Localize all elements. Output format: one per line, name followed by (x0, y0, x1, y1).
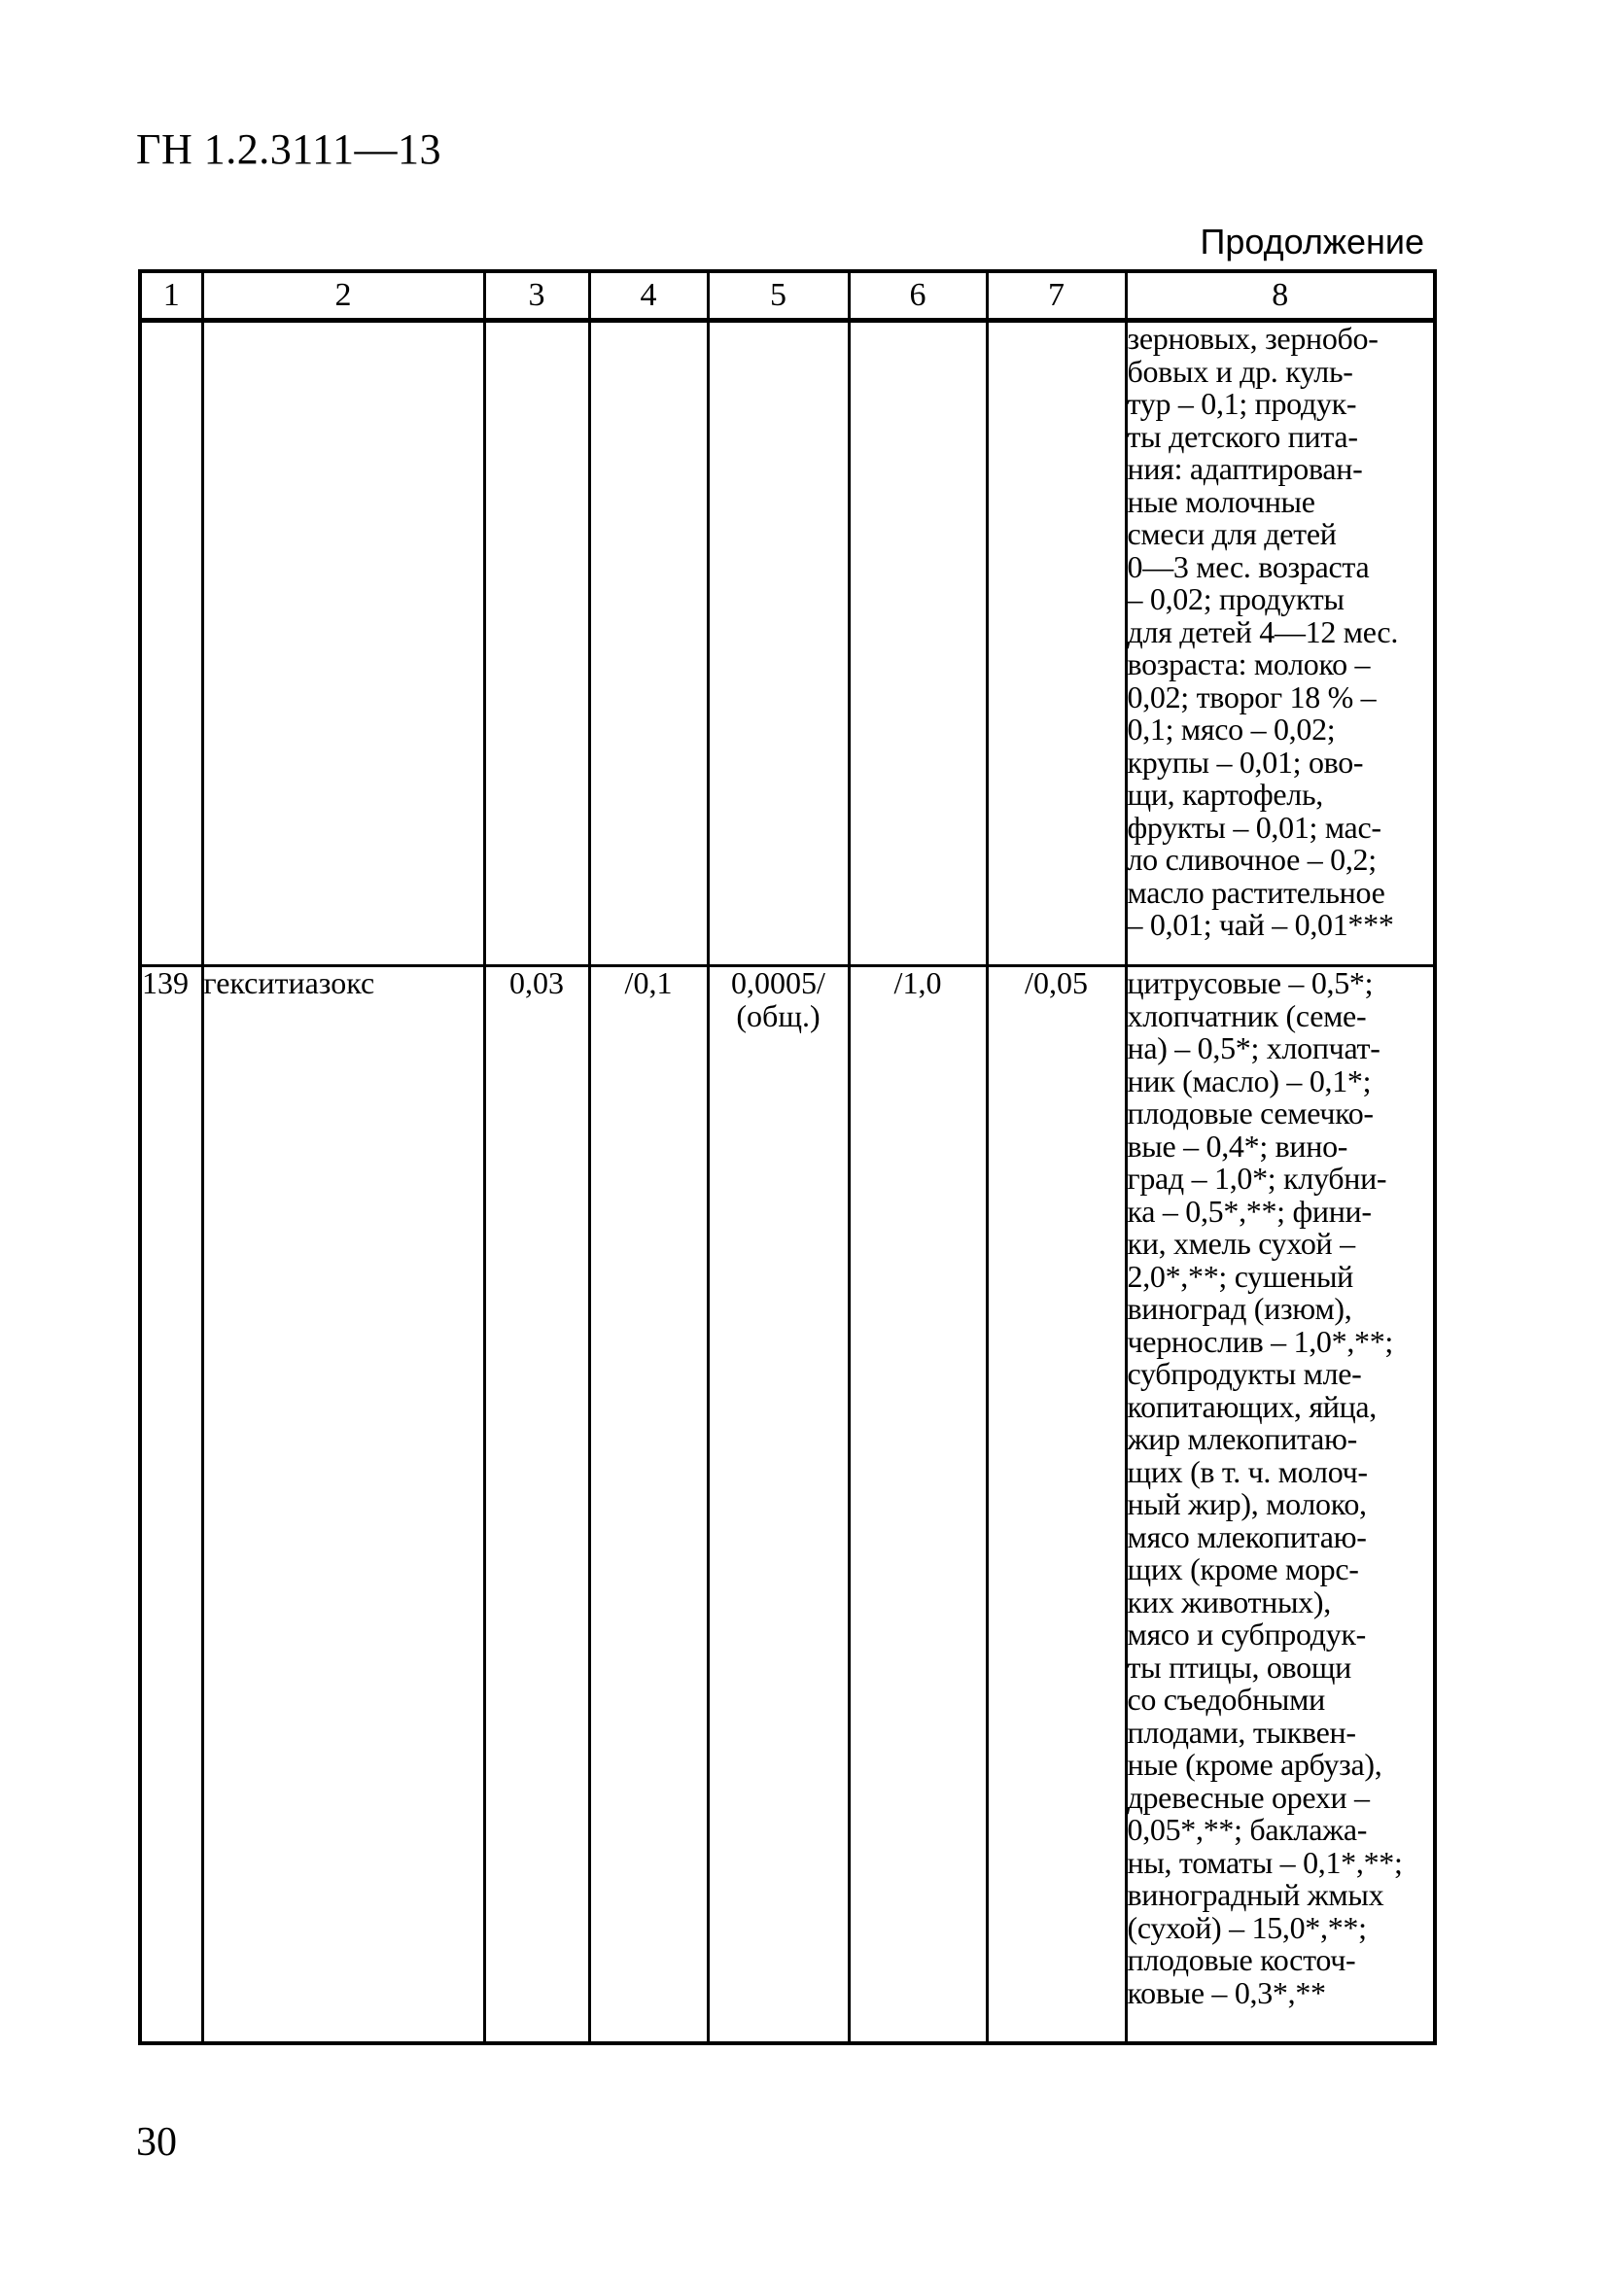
substance-name-cell: гекситиазокс (202, 966, 484, 2044)
note-line: плодами, тыквен- (1127, 1714, 1356, 1750)
note-line: плодовые косточ- (1127, 1942, 1356, 1977)
column-header: 7 (987, 271, 1126, 321)
column-header: 3 (484, 271, 589, 321)
note-line: щи, картофель, (1127, 777, 1323, 812)
table-row (140, 966, 1435, 2044)
note-line: щих (в т. ч. молоч- (1127, 1453, 1368, 1489)
note-line: копитающих, яйца, (1127, 1388, 1377, 1424)
note-line: смеси для детей (1127, 516, 1337, 551)
note-line: ный жир), молоко, (1127, 1486, 1367, 1521)
value-cell (849, 321, 987, 966)
column-header: 4 (589, 271, 708, 321)
note-line: древесные орехи – (1127, 1779, 1370, 1815)
note-line: ны, томаты – 0,1*,**; (1127, 1844, 1403, 1880)
note-line: ки, хмель сухой – (1127, 1226, 1355, 1261)
value-cell (708, 321, 849, 966)
note-line: град – 1,0*; клубни- (1127, 1161, 1387, 1196)
note-line: фрукты – 0,01; мас- (1127, 809, 1381, 845)
note-line: со съедобными (1127, 1682, 1325, 1717)
note-line: бовых и др. куль- (1127, 353, 1353, 389)
value-cell (484, 321, 589, 966)
note-line: зерновых, зернобо- (1127, 321, 1379, 356)
notes-cell (1126, 966, 1435, 2044)
note-line: – 0,01; чай – 0,01*** (1127, 907, 1394, 942)
note-line: ния: адаптирован- (1127, 451, 1363, 486)
continuation-label: Продолжение (1200, 222, 1424, 261)
note-line: ка – 0,5*,**; фини- (1127, 1193, 1372, 1229)
note-line: чернослив – 1,0*,**; (1127, 1323, 1394, 1359)
note-line: масло растительное (1127, 874, 1385, 910)
substance-name-cell (202, 321, 484, 966)
note-line: мясо и субпродук- (1127, 1617, 1367, 1652)
note-line: 0,05*,**; баклажа- (1127, 1812, 1368, 1847)
row-number-cell: 139 (140, 966, 202, 2044)
note-line: мясо млекопитаю- (1127, 1518, 1367, 1554)
norms-table (138, 269, 1437, 2045)
note-line: вые – 0,4*; вино- (1127, 1128, 1348, 1164)
value-cell (589, 321, 708, 966)
note-line: на) – 0,5*; хлопчат- (1127, 1030, 1380, 1065)
note-line: виноград (изюм), (1127, 1291, 1352, 1326)
note-line: 0—3 мес. возраста (1127, 548, 1370, 584)
row-number-cell (140, 321, 202, 966)
note-line: ких животных), (1127, 1583, 1331, 1619)
note-line: – 0,02; продукты (1127, 581, 1345, 616)
note-line: ты детского пита- (1127, 418, 1358, 454)
value-cell: /1,0 (849, 966, 987, 2044)
column-header: 6 (849, 271, 987, 321)
page-number: 30 (136, 2120, 177, 2165)
value-cell: /0,05 (987, 966, 1126, 2044)
note-line: 0,1; мясо – 0,02; (1127, 712, 1336, 747)
notes-cell (1126, 321, 1435, 966)
note-line: ты птицы, овощи (1127, 1649, 1352, 1685)
note-line: возраста: молоко – (1127, 646, 1371, 681)
note-line: (сухой) – 15,0*,**; (1127, 1909, 1367, 1945)
note-line: жир млекопитаю- (1127, 1421, 1357, 1456)
note-line: ные молочные (1127, 483, 1315, 519)
note-line: ковые – 0,3*,** (1127, 1974, 1326, 2010)
note-line: щих (кроме морс- (1127, 1551, 1359, 1586)
note-line: ные (кроме арбуза), (1127, 1747, 1382, 1782)
note-line: 2,0*,**; сушеный (1127, 1258, 1353, 1294)
document-code: ГН 1.2.3111—13 (136, 125, 441, 173)
table-row (140, 321, 1435, 966)
column-header: 5 (708, 271, 849, 321)
note-line: тур – 0,1; продук- (1127, 386, 1357, 421)
column-header: 1 (140, 271, 202, 321)
value-cell: 0,0005/ (общ.) (708, 966, 849, 2044)
note-line: крупы – 0,01; ово- (1127, 744, 1364, 780)
value-cell: /0,1 (589, 966, 708, 2044)
note-line: 0,02; творог 18 % – (1127, 678, 1377, 714)
note-line: виноградный жмых (1127, 1877, 1384, 1912)
note-line: цитрусовые – 0,5*; (1127, 965, 1374, 1000)
note-line: ник (масло) – 0,1*; (1127, 1062, 1372, 1098)
column-header: 2 (202, 271, 484, 321)
value-cell: 0,03 (484, 966, 589, 2044)
column-header: 8 (1126, 271, 1435, 321)
note-line: плодовые семечко- (1127, 1096, 1374, 1131)
note-line: ло сливочное – 0,2; (1127, 842, 1377, 877)
note-line: для детей 4—12 мес. (1127, 613, 1399, 649)
note-line: хлопчатник (семе- (1127, 997, 1367, 1033)
value-cell (987, 321, 1126, 966)
note-line: субпродукты мле- (1127, 1356, 1362, 1391)
column-number-row (140, 271, 1435, 321)
